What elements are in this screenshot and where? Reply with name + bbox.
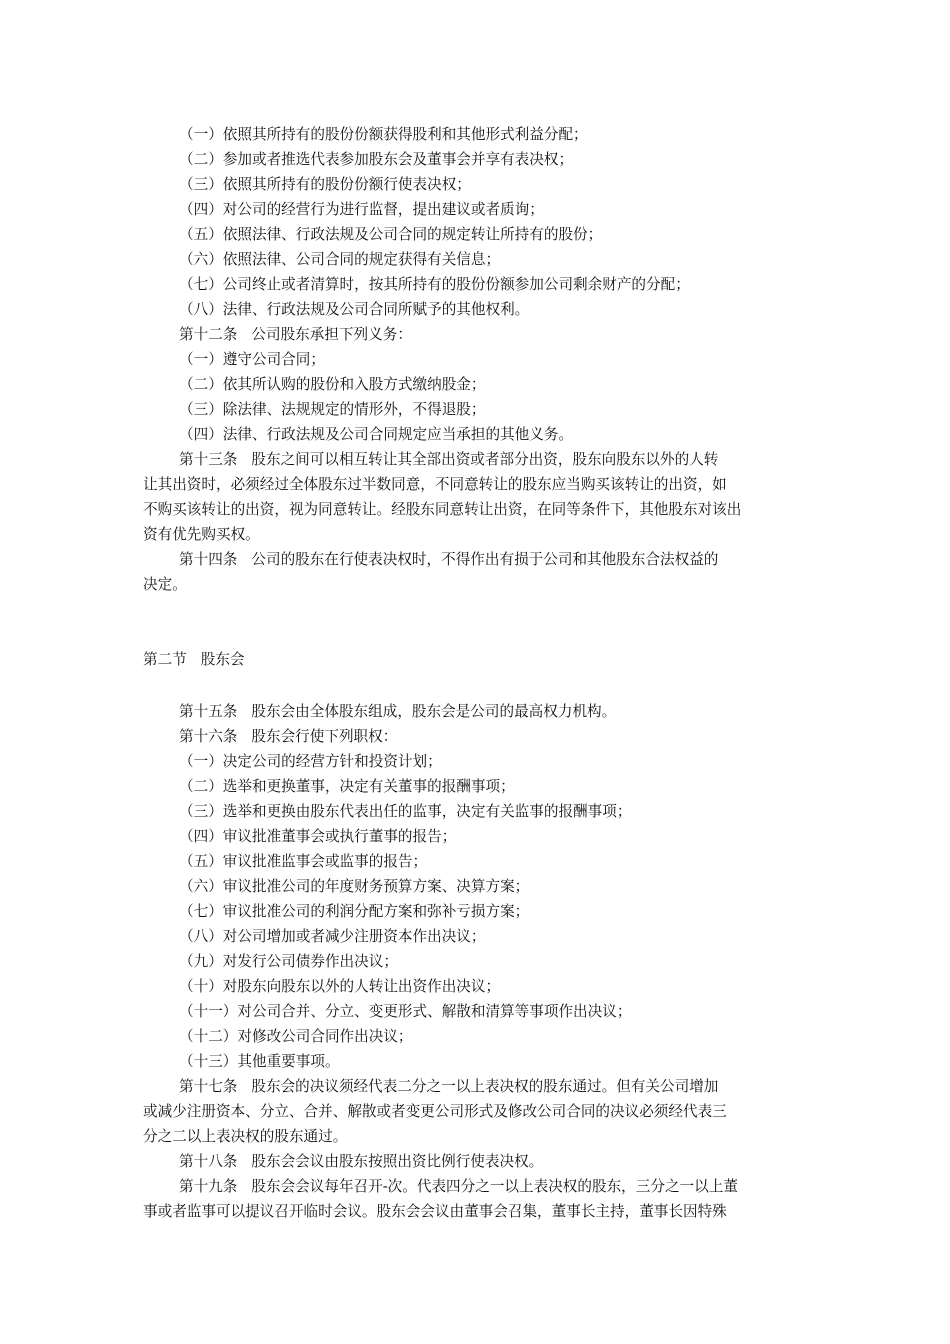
article-text-line: 不购买该转让的出资，视为同意转让。经股东同意转让出资，在同等条件下，其他股东对该出 — [143, 501, 742, 518]
article-title: 第十四条 — [179, 551, 238, 568]
list-item: （四）对公司的经营行为进行监督，提出建议或者质询； — [179, 201, 544, 218]
shareholder-rights-list — [143, 122, 808, 322]
article-text: 公司股东承担下列义务： — [251, 326, 412, 343]
article-text-line: 事或者监事可以提议召开临时会议。股东会会议由董事会召集，董事长主持，董事长因特殊 — [143, 1203, 727, 1220]
article-18 — [143, 1149, 808, 1174]
article-title: 第十八条 — [179, 1153, 238, 1170]
section-heading — [143, 647, 808, 672]
list-item: （六）依照法律、公司合同的规定获得有关信息； — [179, 251, 501, 268]
list-item: （五）审议批准监事会或监事的报告； — [179, 853, 428, 870]
list-item: （九）对发行公司债券作出决议； — [179, 953, 398, 970]
article-text-line: 股东会会议每年召开-次。代表四分之一以上表决权的股东，三分之一以上董 — [251, 1178, 738, 1195]
article-title: 第十五条 — [179, 703, 238, 720]
article-text-line: 让其出资时，必须经过全体股东过半数同意，不同意转让的股东应当购买该转让的出资，如 — [143, 476, 727, 493]
list-item: （五）依照法律、行政法规及公司合同的规定转让所持有的股份； — [179, 226, 603, 243]
list-item: （六）审议批准公司的年度财务预算方案、决算方案； — [179, 878, 530, 895]
article-16 — [143, 724, 808, 749]
document-body — [143, 122, 808, 1224]
list-item: （十）对股东向股东以外的人转让出资作出决议； — [179, 978, 501, 995]
list-item: （三）除法律、法规规定的情形外，不得退股； — [179, 401, 486, 418]
article-text-line: 或减少注册资本、分立、合并、解散或者变更公司形式及修改公司合同的决议必须经代表三 — [143, 1103, 727, 1120]
list-item: （八）法律、行政法规及公司合同所赋予的其他权利。 — [179, 301, 530, 318]
list-item: （十三）其他重要事项。 — [179, 1053, 340, 1070]
article-text: 股东会会议由股东按照出资比例行使表决权。 — [251, 1153, 544, 1170]
article-text-line: 股东之间可以相互转让其全部出资或者部分出资，股东向股东以外的人转 — [251, 451, 719, 468]
article-title: 第十三条 — [179, 451, 238, 468]
article-text-line: 分之二以上表决权的股东通过。 — [143, 1128, 348, 1145]
article-title: 第十九条 — [179, 1178, 238, 1195]
list-item: （十二）对修改公司合同作出决议； — [179, 1028, 413, 1045]
list-item: （三）依照其所持有的股份份额行使表决权； — [179, 176, 471, 193]
section-name: 股东会 — [200, 651, 245, 668]
section-number: 第二节 — [143, 651, 187, 668]
list-item: （二）选举和更换董事，决定有关董事的报酬事项； — [179, 778, 515, 795]
article-text: 股东会由全体股东组成，股东会是公司的最高权力机构。 — [251, 703, 617, 720]
list-item: （四）法律、行政法规及公司合同规定应当承担的其他义务。 — [179, 426, 574, 443]
article-text: 股东会行使下列职权： — [251, 728, 398, 745]
article-title: 第十六条 — [179, 728, 238, 745]
article-15 — [143, 699, 808, 724]
list-item: （一）决定公司的经营方针和投资计划； — [179, 753, 442, 770]
list-item: （七）公司终止或者清算时，按其所持有的股份份额参加公司剩余财产的分配； — [179, 276, 690, 293]
shareholder-duties-list — [143, 347, 808, 447]
list-item: （一）依照其所持有的股份份额获得股利和其他形式利益分配； — [179, 126, 588, 143]
shareholder-meeting-powers-list — [143, 749, 808, 1074]
list-item: （二）依其所认购的股份和入股方式缴纳股金； — [179, 376, 486, 393]
list-item: （八）对公司增加或者减少注册资本作出决议； — [179, 928, 486, 945]
list-item: （三）选举和更换由股东代表出任的监事，决定有关监事的报酬事项； — [179, 803, 632, 820]
list-item: （四）审议批准董事会或执行董事的报告； — [179, 828, 457, 845]
list-item: （一）遵守公司合同； — [179, 351, 325, 368]
article-13 — [143, 447, 808, 547]
article-text-line: 资有优先购买权。 — [143, 526, 260, 543]
article-text-line: 股东会的决议须经代表二分之一以上表决权的股东通过。但有关公司增加 — [251, 1078, 719, 1095]
article-19 — [143, 1174, 808, 1224]
article-17 — [143, 1074, 808, 1149]
list-item: （十一）对公司合并、分立、变更形式、解散和清算等事项作出决议； — [179, 1003, 632, 1020]
article-12 — [143, 322, 808, 347]
article-14 — [143, 547, 808, 597]
list-item: （二）参加或者推选代表参加股东会及董事会并享有表决权； — [179, 151, 574, 168]
article-title: 第十二条 — [179, 326, 238, 343]
article-title: 第十七条 — [179, 1078, 238, 1095]
list-item: （七）审议批准公司的利润分配方案和弥补亏损方案； — [179, 903, 530, 920]
article-text-line: 公司的股东在行使表决权时，不得作出有损于公司和其他股东合法权益的 — [251, 551, 719, 568]
article-text-line: 决定。 — [143, 576, 187, 593]
